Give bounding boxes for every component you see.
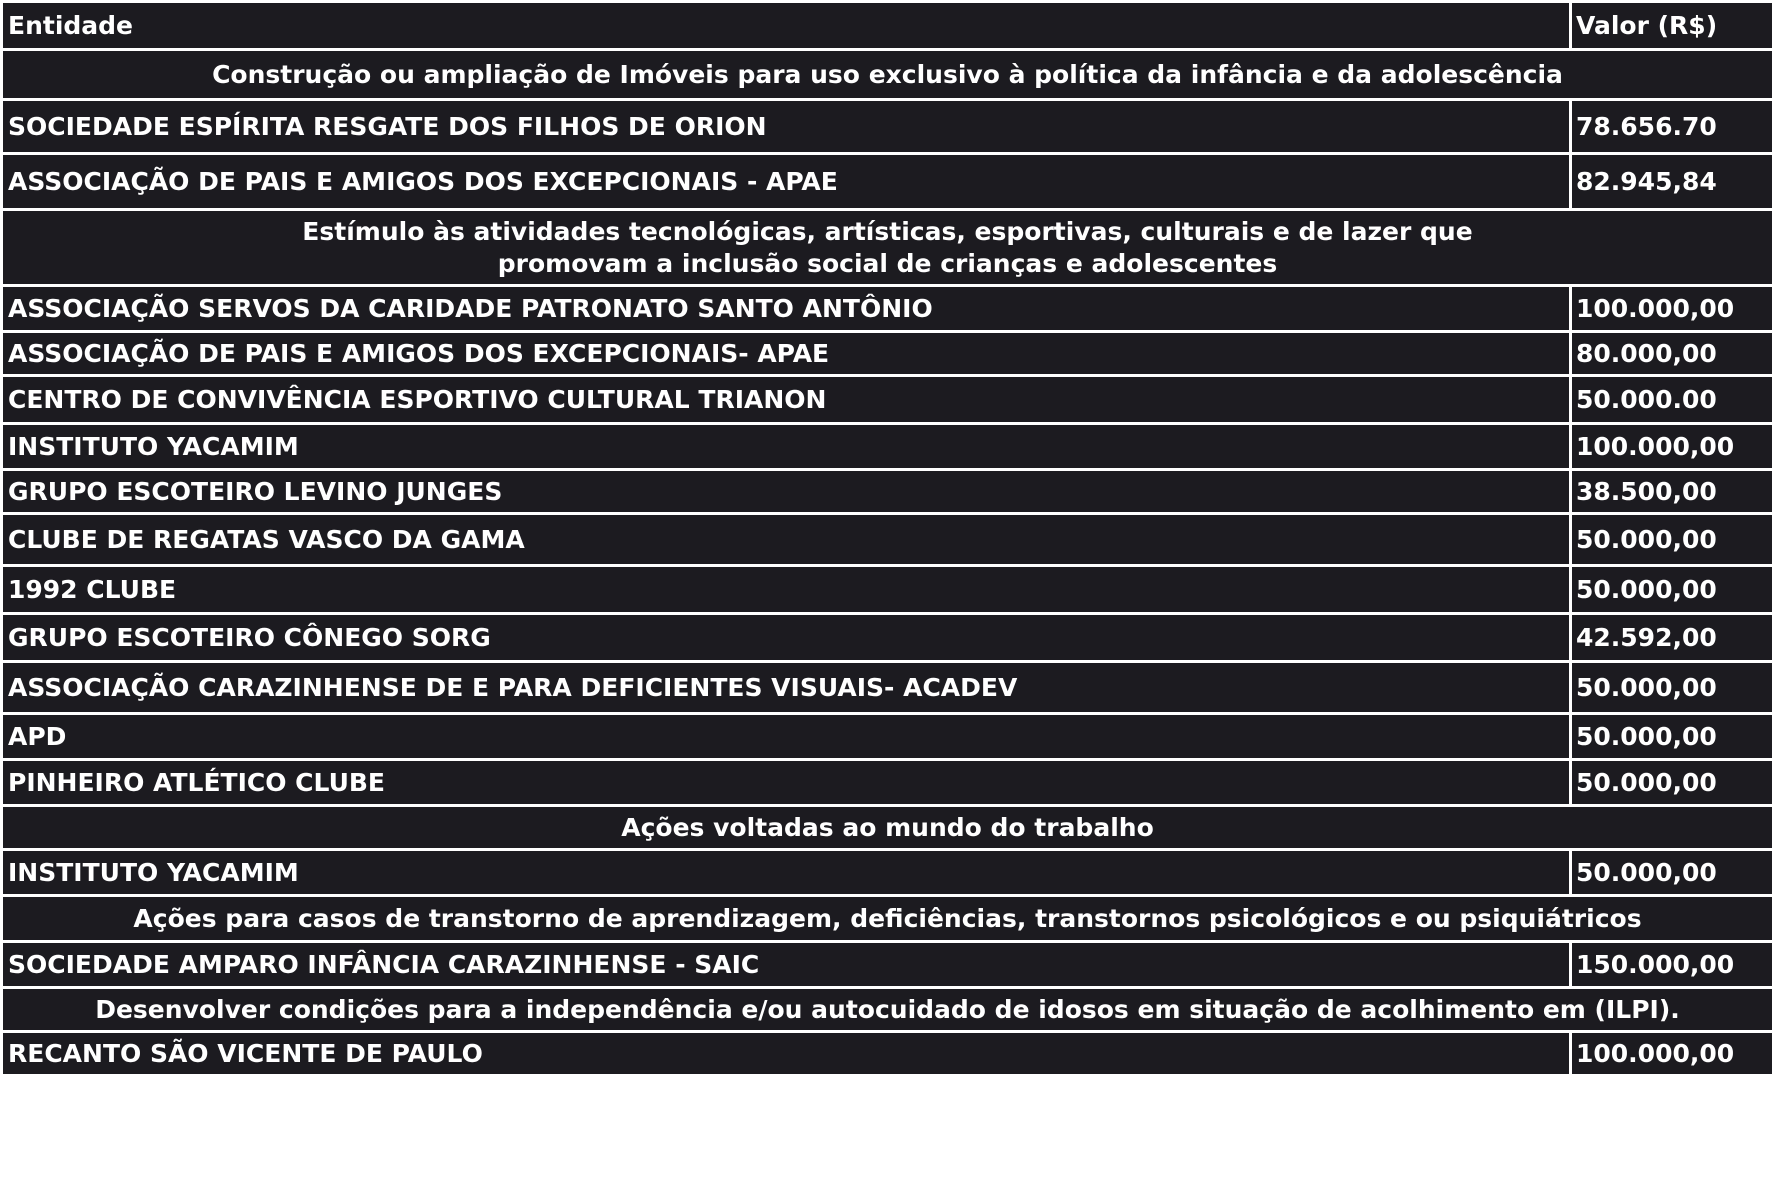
entity-cell: PINHEIRO ATLÉTICO CLUBE [2, 760, 1571, 806]
entity-cell: ASSOCIAÇÃO CARAZINHENSE DE E PARA DEFICIENTES VISUAIS- ACADEV [2, 662, 1571, 714]
value-cell: 50.000,00 [1571, 850, 1772, 896]
value-column-header: Valor (R$) [1571, 2, 1772, 50]
table-row [2, 100, 1772, 154]
entity-cell: GRUPO ESCOTEIRO LEVINO JUNGES [2, 470, 1571, 514]
value-cell: 80.000,00 [1571, 332, 1772, 376]
table-row [2, 760, 1772, 806]
entity-cell: SOCIEDADE AMPARO INFÂNCIA CARAZINHENSE - SAIC [2, 942, 1571, 988]
section-title-line: Ações voltadas ao mundo do trabalho [621, 812, 1154, 842]
value-cell: 50.000,00 [1571, 514, 1772, 566]
table-row [2, 332, 1772, 376]
value-cell: 100.000,00 [1571, 424, 1772, 470]
section-header-row [2, 988, 1772, 1032]
value-cell: 82.945,84 [1571, 154, 1772, 210]
value-cell: 50.000,00 [1571, 760, 1772, 806]
section-title-line: Construção ou ampliação de Imóveis para uso exclusivo à política da infância e da adolescência [212, 59, 1563, 89]
section-header-row [2, 896, 1772, 942]
entity-cell: GRUPO ESCOTEIRO CÔNEGO SORG [2, 614, 1571, 662]
table-row [2, 286, 1772, 332]
table-row [2, 662, 1772, 714]
table-header-row [2, 2, 1772, 50]
value-cell: 38.500,00 [1571, 470, 1772, 514]
table-row [2, 1032, 1772, 1076]
section-header-row [2, 806, 1772, 850]
entity-cell: INSTITUTO YACAMIM [2, 424, 1571, 470]
section-title [2, 806, 1772, 850]
section-title [2, 988, 1772, 1032]
table-row [2, 424, 1772, 470]
entity-column-header: Entidade [2, 2, 1571, 50]
entity-cell: 1992 CLUBE [2, 566, 1571, 614]
value-cell: 100.000,00 [1571, 1032, 1772, 1076]
table-row [2, 714, 1772, 760]
section-title-line: Ações para casos de transtorno de aprendizagem, deficiências, transtornos psicológicos e ou psiquiátricos [133, 903, 1642, 933]
table-row [2, 470, 1772, 514]
table-row [2, 942, 1772, 988]
value-cell: 78.656.70 [1571, 100, 1772, 154]
section-header-row [2, 50, 1772, 100]
value-cell: 50.000,00 [1571, 714, 1772, 760]
entity-cell: CENTRO DE CONVIVÊNCIA ESPORTIVO CULTURAL TRIANON [2, 376, 1571, 424]
section-title-line: promovam a inclusão social de crianças e adolescentes [497, 248, 1278, 278]
table-row [2, 614, 1772, 662]
entity-cell: INSTITUTO YACAMIM [2, 850, 1571, 896]
table-row [2, 566, 1772, 614]
entity-cell: RECANTO SÃO VICENTE DE PAULO [2, 1032, 1571, 1076]
entity-cell: ASSOCIAÇÃO DE PAIS E AMIGOS DOS EXCEPCIONAIS- APAE [2, 332, 1571, 376]
value-cell: 150.000,00 [1571, 942, 1772, 988]
table-body [2, 2, 1772, 1076]
value-cell: 100.000,00 [1571, 286, 1772, 332]
section-title [2, 896, 1772, 942]
entity-cell: ASSOCIAÇÃO SERVOS DA CARIDADE PATRONATO SANTO ANTÔNIO [2, 286, 1571, 332]
section-title [2, 50, 1772, 100]
entity-cell: ASSOCIAÇÃO DE PAIS E AMIGOS DOS EXCEPCIONAIS - APAE [2, 154, 1571, 210]
value-cell: 50.000,00 [1571, 566, 1772, 614]
value-cell: 50.000,00 [1571, 662, 1772, 714]
table-row [2, 376, 1772, 424]
section-header-row [2, 210, 1772, 286]
entity-cell: CLUBE DE REGATAS VASCO DA GAMA [2, 514, 1571, 566]
entity-cell: SOCIEDADE ESPÍRITA RESGATE DOS FILHOS DE ORION [2, 100, 1571, 154]
section-title-line: Desenvolver condições para a independência e/ou autocuidado de idosos em situação de acolhimento em (ILPI). [95, 994, 1680, 1024]
value-cell: 42.592,00 [1571, 614, 1772, 662]
entity-cell: APD [2, 714, 1571, 760]
section-title [2, 210, 1772, 286]
table-row [2, 514, 1772, 566]
table-row [2, 850, 1772, 896]
section-title-line: Estímulo às atividades tecnológicas, artísticas, esportivas, culturais e de lazer que [302, 216, 1473, 246]
table-row [2, 154, 1772, 210]
value-cell: 50.000.00 [1571, 376, 1772, 424]
